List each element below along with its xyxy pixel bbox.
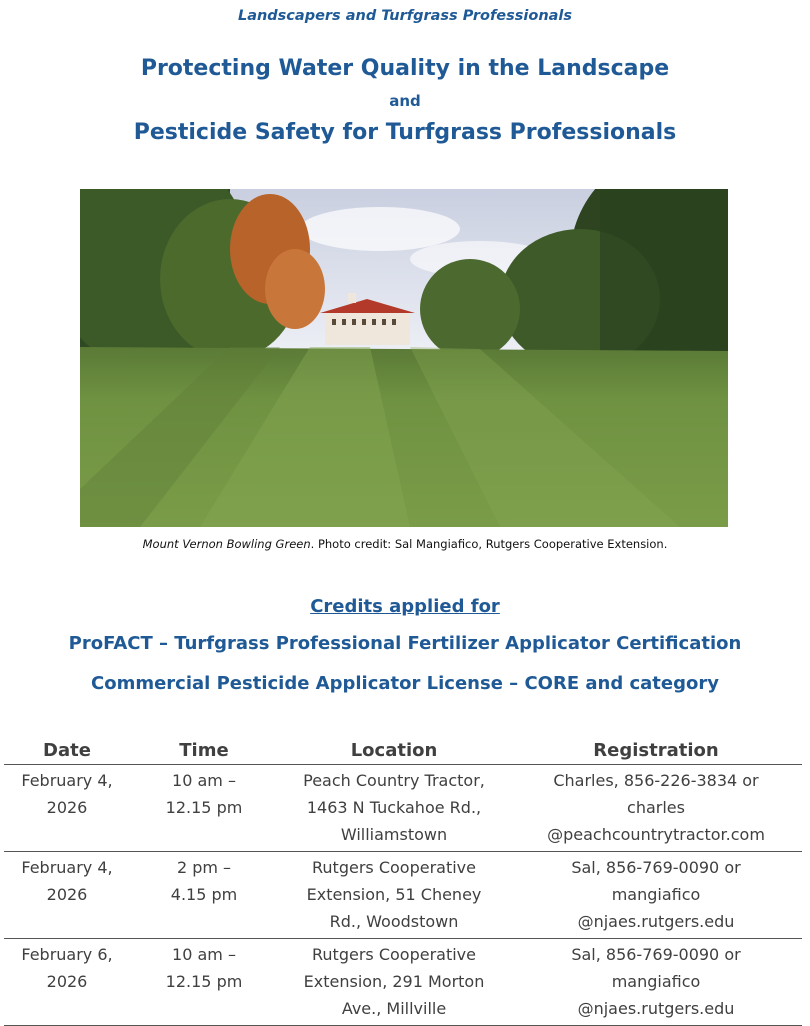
table-row (4, 765, 802, 852)
registration-line: charles (627, 798, 685, 817)
time-line: 10 am – (172, 771, 236, 790)
credit-pesticide-license: Commercial Pesticide Applicator License – CORE and category (91, 673, 719, 694)
date-line: 2026 (46, 798, 88, 817)
header-date: Date (4, 740, 130, 765)
credits-heading: Credits applied for (310, 596, 500, 617)
registration-line: Sal, 856-769-0090 or (571, 858, 741, 877)
table-row (4, 852, 802, 939)
location-line: Williamstown (340, 825, 448, 844)
location-line: 1463 N Tuckahoe Rd., (306, 798, 482, 817)
location-line: Rutgers Cooperative (312, 858, 476, 877)
registration-line: @njaes.rutgers.edu (577, 999, 735, 1018)
registration-line: Charles, 856-226-3834 or (553, 771, 759, 790)
header-time: Time (130, 740, 278, 765)
events-table (4, 740, 802, 1026)
location-line: Rutgers Cooperative (312, 945, 476, 964)
location-cell (278, 765, 510, 852)
registration-cell (510, 852, 802, 939)
title-line-1: Protecting Water Quality in the Landscape (140, 56, 670, 81)
location-line: Rd., Woodstown (329, 912, 459, 931)
mount-vernon-photo (80, 189, 728, 527)
registration-cell (510, 765, 802, 852)
table-header-row (4, 740, 802, 765)
registration-line: Sal, 856-769-0090 or (571, 945, 741, 964)
date-line: February 4, (21, 771, 113, 790)
audience-subtitle: Landscapers and Turfgrass Professionals (237, 8, 573, 24)
time-line: 2 pm – (176, 858, 232, 877)
date-cell (4, 939, 130, 1026)
registration-line: @peachcountrytractor.com (547, 825, 765, 844)
photo-caption (0, 537, 810, 551)
date-cell (4, 765, 130, 852)
location-line: Extension, 51 Cheney (306, 885, 482, 904)
time-line: 12.15 pm (165, 972, 243, 991)
date-line: 2026 (46, 885, 88, 904)
location-cell (278, 939, 510, 1026)
caption-italic: Mount Vernon Bowling Green (142, 537, 311, 551)
location-line: Peach Country Tractor, (303, 771, 485, 790)
location-line: Extension, 291 Morton (303, 972, 485, 991)
table-row (4, 939, 802, 1026)
registration-cell (510, 939, 802, 1026)
header-registration: Registration (510, 740, 802, 765)
registration-line: mangiafico (611, 972, 701, 991)
time-cell (130, 939, 278, 1026)
time-cell (130, 765, 278, 852)
time-line: 4.15 pm (170, 885, 238, 904)
date-line: February 4, (21, 858, 113, 877)
time-line: 10 am – (172, 945, 236, 964)
registration-line: @njaes.rutgers.edu (577, 912, 735, 931)
location-cell (278, 852, 510, 939)
caption-rest: . Photo credit: Sal Mangiafico, Rutgers Cooperative Extension. (310, 537, 668, 551)
credit-profact: ProFACT – Turfgrass Professional Fertilizer Applicator Certification (68, 633, 742, 654)
registration-line: mangiafico (611, 885, 701, 904)
date-line: 2026 (46, 972, 88, 991)
title-line-2: Pesticide Safety for Turfgrass Professionals (133, 120, 677, 145)
title-and: and (389, 92, 421, 110)
location-line: Ave., Millville (341, 999, 447, 1018)
time-cell (130, 852, 278, 939)
date-line: February 6, (21, 945, 113, 964)
header-location: Location (278, 740, 510, 765)
date-cell (4, 852, 130, 939)
time-line: 12.15 pm (165, 798, 243, 817)
